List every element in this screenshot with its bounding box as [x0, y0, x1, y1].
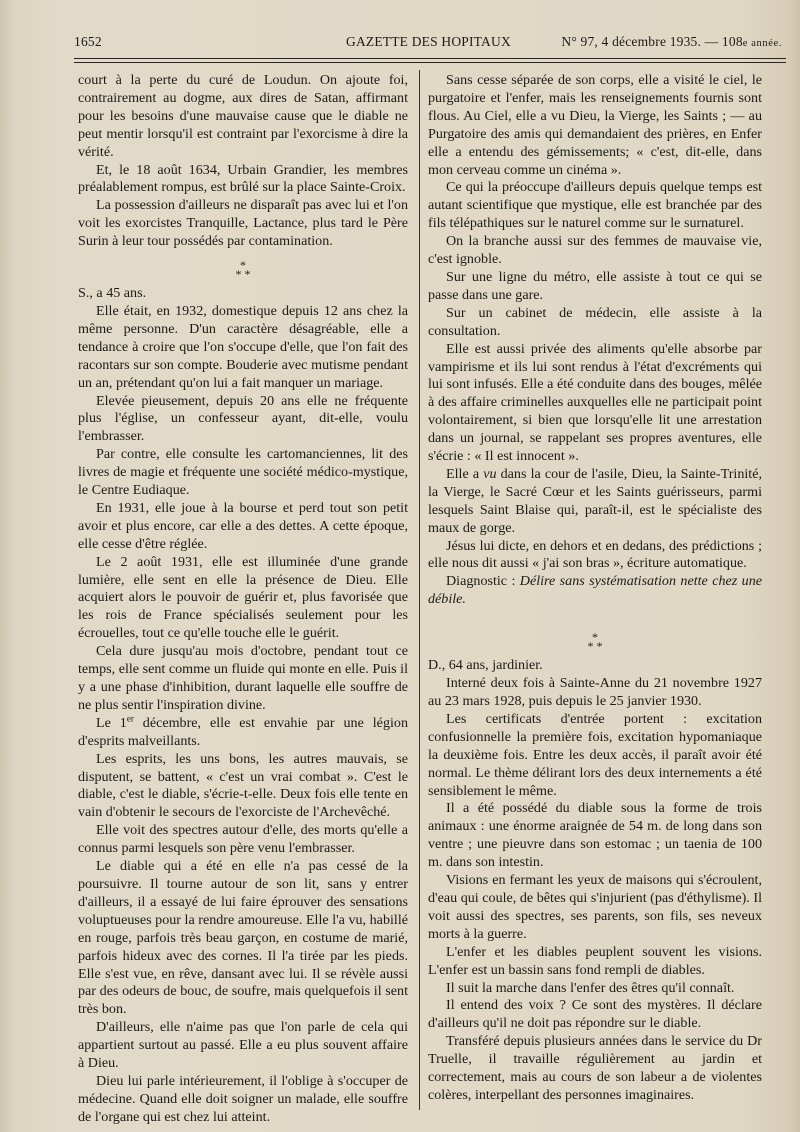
- paragraph: Il entend des voix ? Ce sont des mystères. Il déclare d'ailleurs qu'il ne doit pas répondre sur le diable.: [428, 997, 762, 1032]
- right-column: [428, 72, 762, 1105]
- paragraph: Il a été possédé du diable sous la forme de trois animaux : une énorme araignée de 54 m. de long dans son ventre ; une pieuvre dans son estomac ; un taenia de 100 m. dans son intestin.: [428, 800, 762, 871]
- paragraph: Il suit la marche dans l'enfer des êtres qu'il connaît.: [446, 979, 735, 996]
- asterism-top: *: [240, 258, 246, 273]
- issue-info: [561, 34, 782, 50]
- paragraph: Le diable qui a été en elle n'a pas cessé de la poursuivre. Il tourne autour de son lit, sans y entrer d'ailleurs, il a essayé de lui faire éprouver des sensations voluptueuses pour la rendre amoureuse. Elle l'a vu, habillé en rouge, parfois très beau garçon, en costume de marié, parfois hideux avec des cornes. Il l'a tirée par les pieds. Elle s'est vue, en rêve, dansant avec lui. Il se révèle aussi par des odeurs de bouc, de soufre, mais quelquefois il sent très bon.: [78, 858, 408, 1018]
- paragraph: Le 1er décembre, elle est envahie par une légion d'esprits malveillants.: [78, 713, 408, 749]
- paragraph: En 1931, elle joue à la bourse et perd tout son petit avoir et plus encore, car elle a des dettes. A cette époque, elle cesse d'être réglée.: [78, 499, 408, 552]
- paragraph: Sur une ligne du métro, elle assiste à tout ce qui se passe dans une gare.: [428, 268, 762, 303]
- paragraph: Jésus lui dicte, en dehors et en dedans, des prédictions ; elle nous dit aussi « j'ai son bras », écriture automatique.: [428, 537, 762, 572]
- paragraph: Elle était, en 1932, domestique depuis 12 ans chez la même personne. D'un caractère désagréable, elle a tendance à croire que l'on s'occupe d'elle, que l'on fait des racontars sur son compte. Bouderie avec mutisme pendant un an, prétendant qu'on lui a fait manquer un mariage.: [78, 302, 408, 391]
- case-heading: D., 64 ans, jardinier.: [428, 657, 543, 674]
- journal-title: GAZETTE DES HOPITAUX: [346, 34, 511, 49]
- paragraph: Ce qui la préoccupe d'ailleurs depuis quelque temps est autant scientifique que mystique, elle est branchée par des fils télépathiques sur le naturel comme sur le surnaturel.: [428, 179, 762, 232]
- asterism-top: *: [592, 630, 598, 645]
- paragraph: Dieu lui parle intérieurement, il l'oblige à s'occuper de médecine. Quand elle doit soigner un malade, elle souffre de l'organe qui est chez lui atteint.: [78, 1072, 408, 1125]
- paragraph: Sans cesse séparée de son corps, elle a visité le ciel, le purgatoire et l'enfer, mais les renseignements fournis sont flous. Au Ciel, elle a vu Dieu, la Vierge, les Saints ; — au Purgatoire des amis qui demandaient des prières, en Enfer elle a entendu des gémissements; « c'est, dit-elle, dans mon cerveau comme un cinéma ».: [428, 72, 762, 178]
- asterism-bottom: * *: [235, 267, 251, 282]
- paragraph: L'enfer et les diables peuplent souvent les visions. L'enfer est un bassin sans fond rempli de diables.: [428, 943, 762, 978]
- paragraph: Sur un cabinet de médecin, elle assiste à la consultation.: [428, 304, 762, 339]
- section-separator: [428, 630, 762, 654]
- section-separator: [78, 258, 408, 282]
- paragraph: Elle est aussi privée des aliments qu'elle absorbe par vampirisme et ils lui sont rendus à l'état d'excréments qui lui sont infusés. Elle a été conduite dans des bouges, mêlée à des affaire criminelles auxquelles elle ne participait point volontairement, si bien que lorsqu'elle lit une arrestation dans un journal, se rappelant ses propres aventures, elle s'écrie : « Il est innocent ».: [428, 340, 762, 465]
- spacer: [428, 609, 762, 623]
- paragraph: Visions en fermant les yeux de maisons qui s'écroulent, d'eau qui coule, de bêtes qui s'injurient (pas d'éthylisme). Il voit aussi des spectres, ses parents, son fils, ses neveux morts à la guerre.: [428, 872, 762, 942]
- left-column: [78, 72, 408, 1127]
- paragraph: D'ailleurs, elle n'aime pas que l'on parle de cela qui appartient surtout au passé. Elle a eu plus souvent affaire à Dieu.: [78, 1019, 408, 1072]
- paragraph: court à la perte du curé de Loudun. On ajoute foi, contrairement au dogme, aux dires de Satan, affirmant pour les besoins d'une mauvaise cause que le diable ne peut mentir lorsqu'il est contraint par l'exorcisme à dire la vérité.: [78, 72, 408, 160]
- issue-year-suffix: e année.: [742, 38, 782, 49]
- paragraph: Les certificats d'entrée portent : excitation confusionnelle la première fois, excitation hypomaniaque la deuxième fois. Entre les deux accès, il paraît avoir été normal. Le thème délirant lors des deux internements a été sensiblement le même.: [428, 710, 762, 799]
- paragraph: On la branche aussi sur des femmes de mauvaise vie, c'est ignoble.: [428, 233, 762, 268]
- running-header: [74, 34, 786, 56]
- paragraph: La possession d'ailleurs ne disparaît pas avec lui et l'on voit les exorcistes Tranquille, Lactance, plus tard le Père Surin à leur tour possédés par contamination.: [78, 197, 408, 250]
- paragraph: Elevée pieusement, depuis 20 ans elle ne fréquente plus l'église, un confesseur ayant, dit-elle, voulu l'embrasser.: [78, 392, 408, 445]
- paragraph: Par contre, elle consulte les cartomanciennes, lit des livres de magie et fréquente une société médico-mystique, le Centre Eudiaque.: [78, 446, 408, 499]
- header-rule: [74, 58, 786, 59]
- diagnostic: Diagnostic : Délire sans systématisation nette chez une débile.: [428, 573, 762, 608]
- paragraph: Elle a vu dans la cour de l'asile, Dieu, la Sainte-Trinité, la Vierge, le Sacré Cœur et les Saints guérisseurs, parmi lesquels Saint Blaise qui, paraît-il, est le spécialiste des maux de gorge.: [428, 465, 762, 536]
- paragraph: Transféré depuis plusieurs années dans le service du Dr Truelle, il travaille régulièrement au jardin et correctement, mais au cours de son labeur a de violentes colères, interpellant des personnes imaginaires.: [428, 1033, 762, 1103]
- page-number: 1652: [74, 34, 102, 49]
- header-rule-thin: [74, 62, 786, 63]
- column-divider: [419, 70, 420, 1110]
- paragraph: Le 2 août 1931, elle est illuminée d'une grande lumière, elle sent en elle la présence de Dieu. Elle acquiert alors le pouvoir de guérir et, plus favorisée que les rois de France spécialisés seulement pour les écrouelles, tout ce qu'elle touche elle le guérit.: [78, 553, 408, 642]
- issue-date: N° 97, 4 décembre 1935. — 108: [561, 34, 743, 49]
- paragraph: Et, le 18 août 1634, Urbain Grandier, les membres préalablement rompus, est brûlé sur la place Sainte-Croix.: [78, 161, 408, 196]
- paragraph: Cela dure jusqu'au mois d'octobre, pendant tout ce temps, elle sent comme un fluide qui monte en elle. Puis il y a une phase d'inhibition, durant laquelle elle souffre de ne plus sentir l'inspiration divine.: [78, 643, 408, 713]
- paragraph: Les esprits, les uns bons, les autres mauvais, se disputent, se battent, « c'est un vrai combat ». C'est le diable, c'est le diable, s'écrie-t-elle. Deux fois elle tente en vain d'obtenir le secours de l'exorciste de l'Archevêché.: [78, 750, 408, 821]
- paragraph: Elle voit des spectres autour d'elle, des morts qu'elle a connus parmi lesquels son père venu l'embrasser.: [78, 822, 408, 857]
- asterism-bottom: * *: [587, 639, 603, 654]
- paragraph: Interné deux fois à Sainte-Anne du 21 novembre 1927 au 23 mars 1928, puis depuis le 25 janvier 1930.: [428, 675, 762, 709]
- case-heading: S., a 45 ans.: [78, 285, 147, 302]
